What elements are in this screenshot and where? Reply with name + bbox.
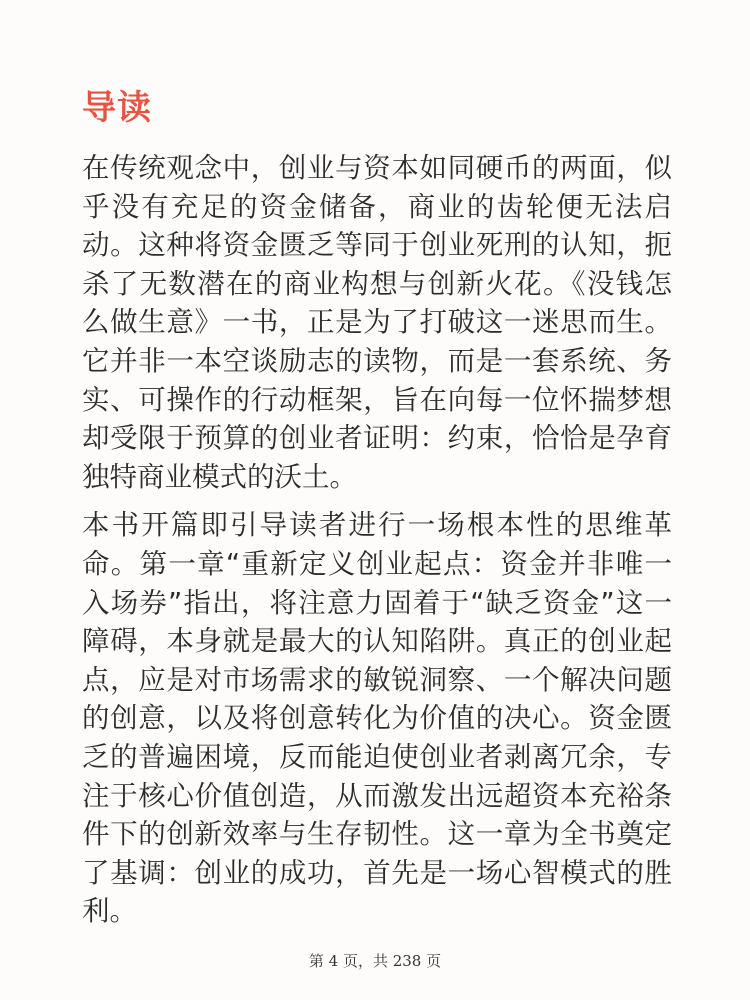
paragraph-intro: 在传统观念中，创业与资本如同硬币的两面，似乎没有充足的资金储备，商业的齿轮便无法启动。这种将资金匮乏等同于创业死刑的认知，扼杀了无数潜在的商业构想与创新火花。《没钱怎么做生意》一书，正是为了打破这一迷思而生。它并非一本空谈励志的读物，而是一套系统、务实、可操作的行动框架，旨在向每一位怀揣梦想却受限于预算的创业者证明：约束，恰恰是孕育独特商业模式的沃土。	[82, 152, 672, 493]
paragraph-chapter-one: 本书开篇即引导读者进行一场根本性的思维革命。第一章“重新定义创业起点：资金并非唯一入场券”指出，将注意力固着于“缺乏资金”这一障碍，本身就是最大的认知陷阱。真正的创业起点，应是对市场需求的敏锐洞察、一个解决问题的创意，以及将创意转化为价值的决心。资金匮乏的普遍困境，反而能迫使创业者剥离冗余，专注于核心价值创造，从而激发出远超资本充裕条件下的创新效率与生存韧性。这一章为全书奠定了基调：创业的成功，首先是一场心智模式的胜利。	[82, 509, 672, 928]
body-text	[82, 149, 672, 931]
section-heading: 导读	[82, 88, 152, 128]
page-number-footer: 第 4 页，共 238 页	[308, 952, 442, 970]
